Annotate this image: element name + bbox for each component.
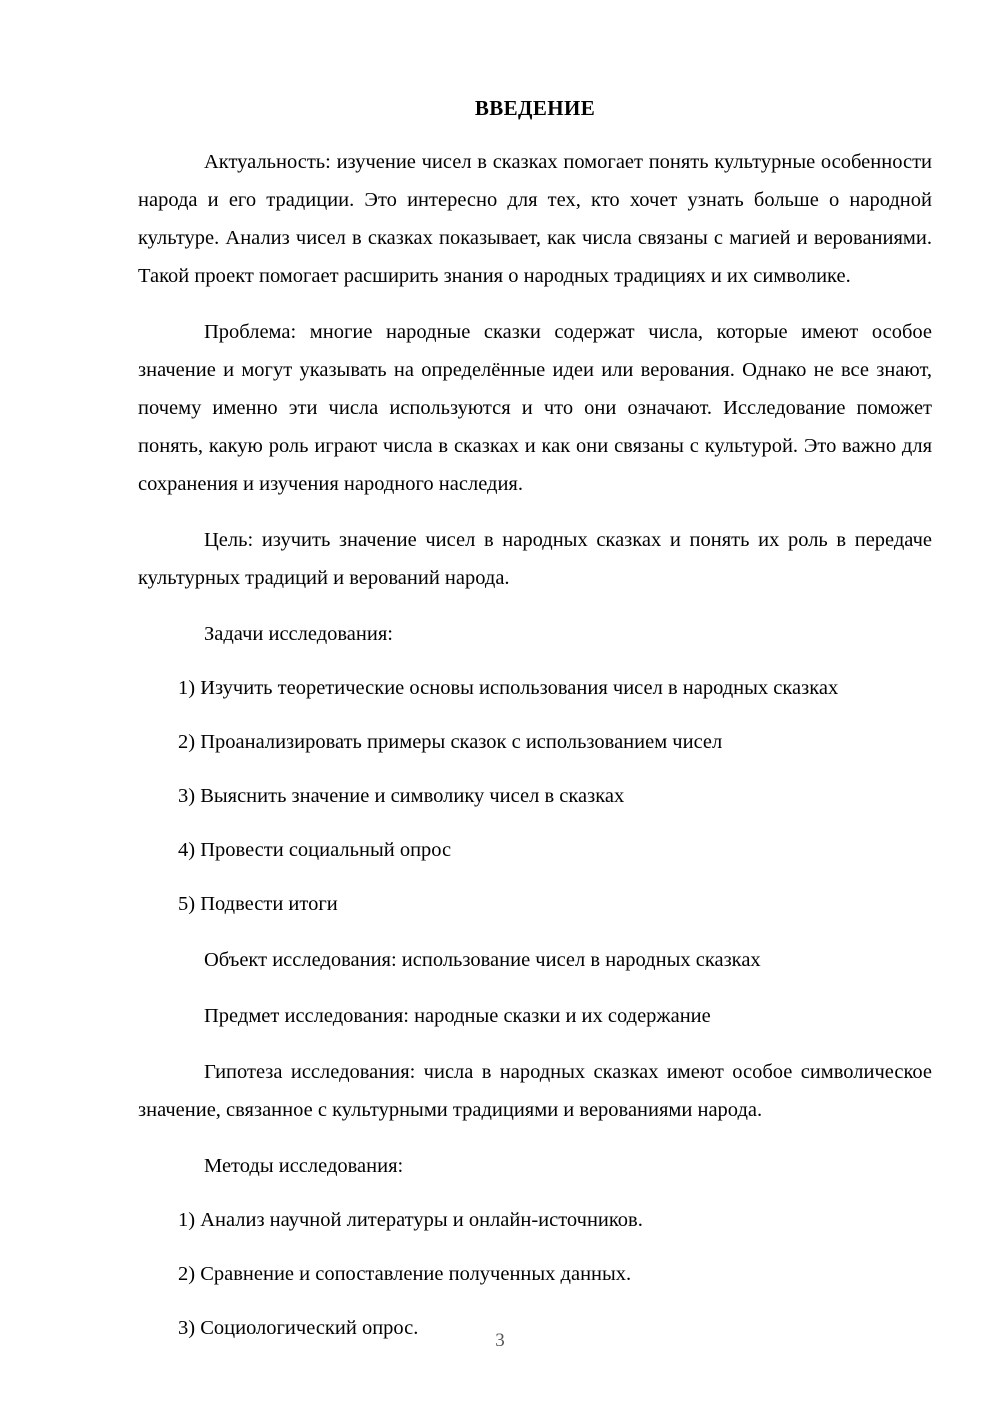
paragraph-hypothesis: Гипотеза исследования: числа в народных сказках имеют особое символическое значение, связанное с культурными традициями и верованиями народа. xyxy=(138,1061,932,1122)
paragraph-object: Объект исследования: использование чисел в народных сказках xyxy=(204,949,761,972)
tasks-list-item: 3) Выяснить значение и символику чисел в сказках xyxy=(178,785,625,808)
tasks-heading: Задачи исследования: xyxy=(204,623,393,646)
paragraph-problem: Проблема: многие народные сказки содержат числа, которые имеют особое значение и могут указывать на определённые идеи или верования. Однако не все знают, почему именно эти числа используются и что они означают. Исследование поможет понять, какую роль играют числа в сказках и как они связаны с культурой. Это важно для сохранения и изучения народного наследия. xyxy=(138,321,932,496)
methods-heading: Методы исследования: xyxy=(204,1155,404,1178)
tasks-list-item: 2) Проанализировать примеры сказок с использованием чисел xyxy=(178,731,723,754)
page-title: ВВЕДЕНИЕ xyxy=(474,96,596,120)
methods-list-item: 1) Анализ научной литературы и онлайн-источников. xyxy=(178,1209,643,1232)
methods-list-item: 2) Сравнение и сопоставление полученных данных. xyxy=(178,1263,632,1286)
tasks-list-item: 4) Провести социальный опрос xyxy=(178,839,452,862)
tasks-list-item: 5) Подвести итоги xyxy=(178,893,338,916)
paragraph-goal: Цель: изучить значение чисел в народных сказках и понять их роль в передаче культурных традиций и верований народа. xyxy=(138,529,932,590)
page-number: 3 xyxy=(495,1330,505,1351)
tasks-list-item: 1) Изучить теоретические основы использования чисел в народных сказках xyxy=(178,677,839,700)
paragraph-relevance: Актуальность: изучение чисел в сказках помогает понять культурные особенности народа и его традиции. Это интересно для тех, кто хочет узнать больше о народной культуре. Анализ чисел в сказках показывает, как числа связаны с магией и верованиями. Такой проект помогает расширить знания о народных традициях и их символике. xyxy=(138,151,932,288)
page-content xyxy=(138,0,932,1347)
methods-list-item: 3) Социологический опрос. xyxy=(178,1317,419,1340)
paragraph-subject: Предмет исследования: народные сказки и их содержание xyxy=(204,1005,711,1028)
